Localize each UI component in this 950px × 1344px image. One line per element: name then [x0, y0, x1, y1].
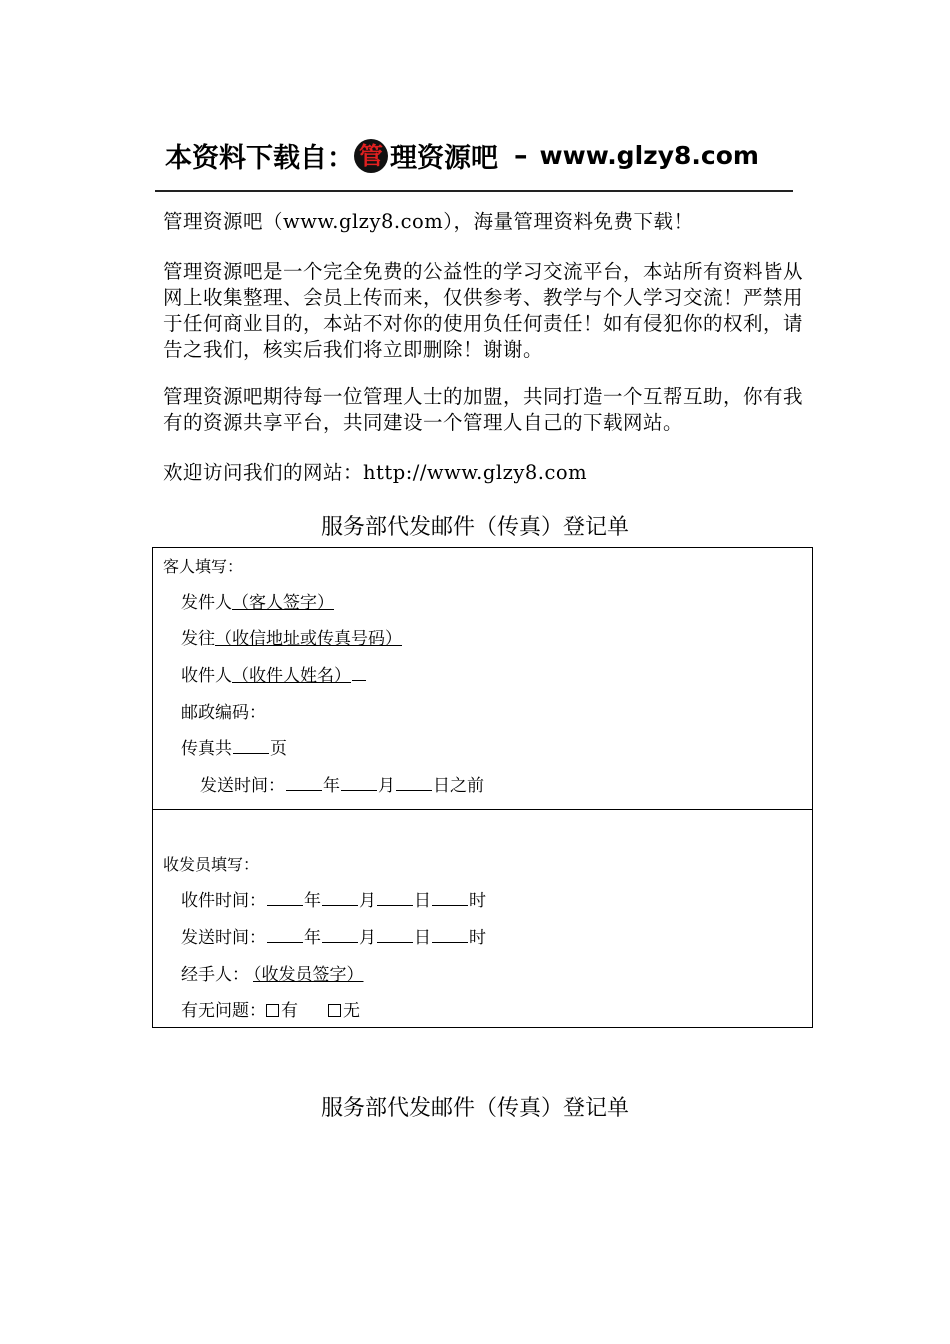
- month-label: 月: [359, 928, 376, 948]
- issue-yes-label: 有: [281, 1001, 298, 1021]
- clerk-send-time-label: 发送时间：: [181, 928, 266, 948]
- year-label: 年: [323, 776, 340, 796]
- sender-row: [181, 588, 334, 613]
- logo-icon: 管: [354, 139, 388, 173]
- clerk-send-year-field[interactable]: [267, 941, 303, 943]
- clerk-send-month-field[interactable]: [322, 941, 358, 943]
- form-title: 服务部代发邮件（传真）登记单: [320, 515, 629, 540]
- clerk-section-label: 收发员填写：: [163, 855, 260, 874]
- hour-label: 时: [469, 928, 486, 948]
- send-to-address-field[interactable]: （收信地址或传真号码）: [215, 629, 402, 649]
- customer-section-label: 客人填写：: [163, 557, 244, 576]
- issue-label: 有无问题：: [181, 1001, 266, 1021]
- postcode-label: 邮政编码：: [181, 703, 266, 723]
- year-label: 年: [304, 928, 321, 948]
- banner-dash: –: [514, 140, 528, 171]
- receive-day-field[interactable]: [377, 904, 413, 906]
- handler-label: 经手人：: [181, 965, 249, 985]
- day-label: 日: [414, 928, 431, 948]
- intro-paragraph-2: 管理资源吧是一个完全免费的公益性的学习交流平台，本站所有资料皆从网上收集整理、会员上传而来，仅供参考、教学与个人学习交流！严禁用于任何商业目的，本站不对你的使用负任何责任！如有侵犯你的权利，请告之我们，核实后我们将立即删除！谢谢。: [163, 260, 804, 361]
- receive-month-field[interactable]: [322, 904, 358, 906]
- receive-time-label: 收件时间：: [181, 891, 266, 911]
- header-divider: [155, 190, 793, 192]
- banner-brand: 理资源吧: [390, 143, 498, 174]
- sender-signature-field[interactable]: （客人签字）: [232, 593, 334, 613]
- clerk-section: [152, 809, 813, 1028]
- month-label: 月: [359, 891, 376, 911]
- fax-total-label: 传真共: [181, 739, 232, 759]
- issue-no-checkbox[interactable]: [328, 1004, 341, 1017]
- receive-hour-field[interactable]: [432, 904, 468, 906]
- send-to-row: [181, 624, 402, 649]
- customer-section: [152, 547, 813, 810]
- year-label: 年: [304, 891, 321, 911]
- send-year-field[interactable]: [286, 789, 322, 791]
- intro-paragraph-1: 管理资源吧（www.glzy8.com），海量管理资料免费下载！: [163, 210, 694, 233]
- recipient-label: 收件人: [181, 666, 232, 686]
- issue-row: [181, 996, 360, 1021]
- issue-yes-checkbox[interactable]: [266, 1004, 279, 1017]
- send-day-field[interactable]: [396, 789, 432, 791]
- recipient-name-field[interactable]: （收件人姓名）: [232, 666, 351, 686]
- send-to-label: 发往: [181, 629, 215, 649]
- banner-prefix: 本资料下载自：: [165, 143, 354, 174]
- day-before-label: 日之前: [433, 776, 484, 796]
- intro-paragraph-3: 管理资源吧期待每一位管理人士的加盟，共同打造一个互帮互助，你有我有的资源共享平台，共同建设一个管理人自己的下载网站。: [163, 385, 804, 434]
- day-label: 日: [414, 891, 431, 911]
- clerk-send-time-row: [181, 923, 486, 948]
- recipient-row: [181, 661, 367, 686]
- receive-year-field[interactable]: [267, 904, 303, 906]
- clerk-send-day-field[interactable]: [377, 941, 413, 943]
- clerk-send-hour-field[interactable]: [432, 941, 468, 943]
- form-title-repeat: 服务部代发邮件（传真）登记单: [320, 1096, 629, 1121]
- send-time-label: 发送时间：: [200, 776, 285, 796]
- download-banner: [165, 136, 759, 175]
- sender-label: 发件人: [181, 593, 232, 613]
- fax-page-unit: 页: [270, 739, 287, 759]
- issue-no-label: 无: [343, 1001, 360, 1021]
- customer-send-time-row: [200, 771, 484, 796]
- fax-pages-row: [181, 734, 287, 759]
- postcode-row: [181, 698, 266, 723]
- month-label: 月: [378, 776, 395, 796]
- intro-paragraph-4: 欢迎访问我们的网站：http://www.glzy8.com: [163, 461, 588, 484]
- receive-time-row: [181, 886, 486, 911]
- send-month-field[interactable]: [341, 789, 377, 791]
- handler-row: [181, 960, 364, 985]
- fax-pages-field[interactable]: [233, 752, 269, 754]
- handler-signature-field[interactable]: （收发员签字）: [253, 965, 364, 985]
- banner-url[interactable]: www.glzy8.com: [539, 141, 759, 170]
- recipient-blank: [352, 679, 366, 681]
- hour-label: 时: [469, 891, 486, 911]
